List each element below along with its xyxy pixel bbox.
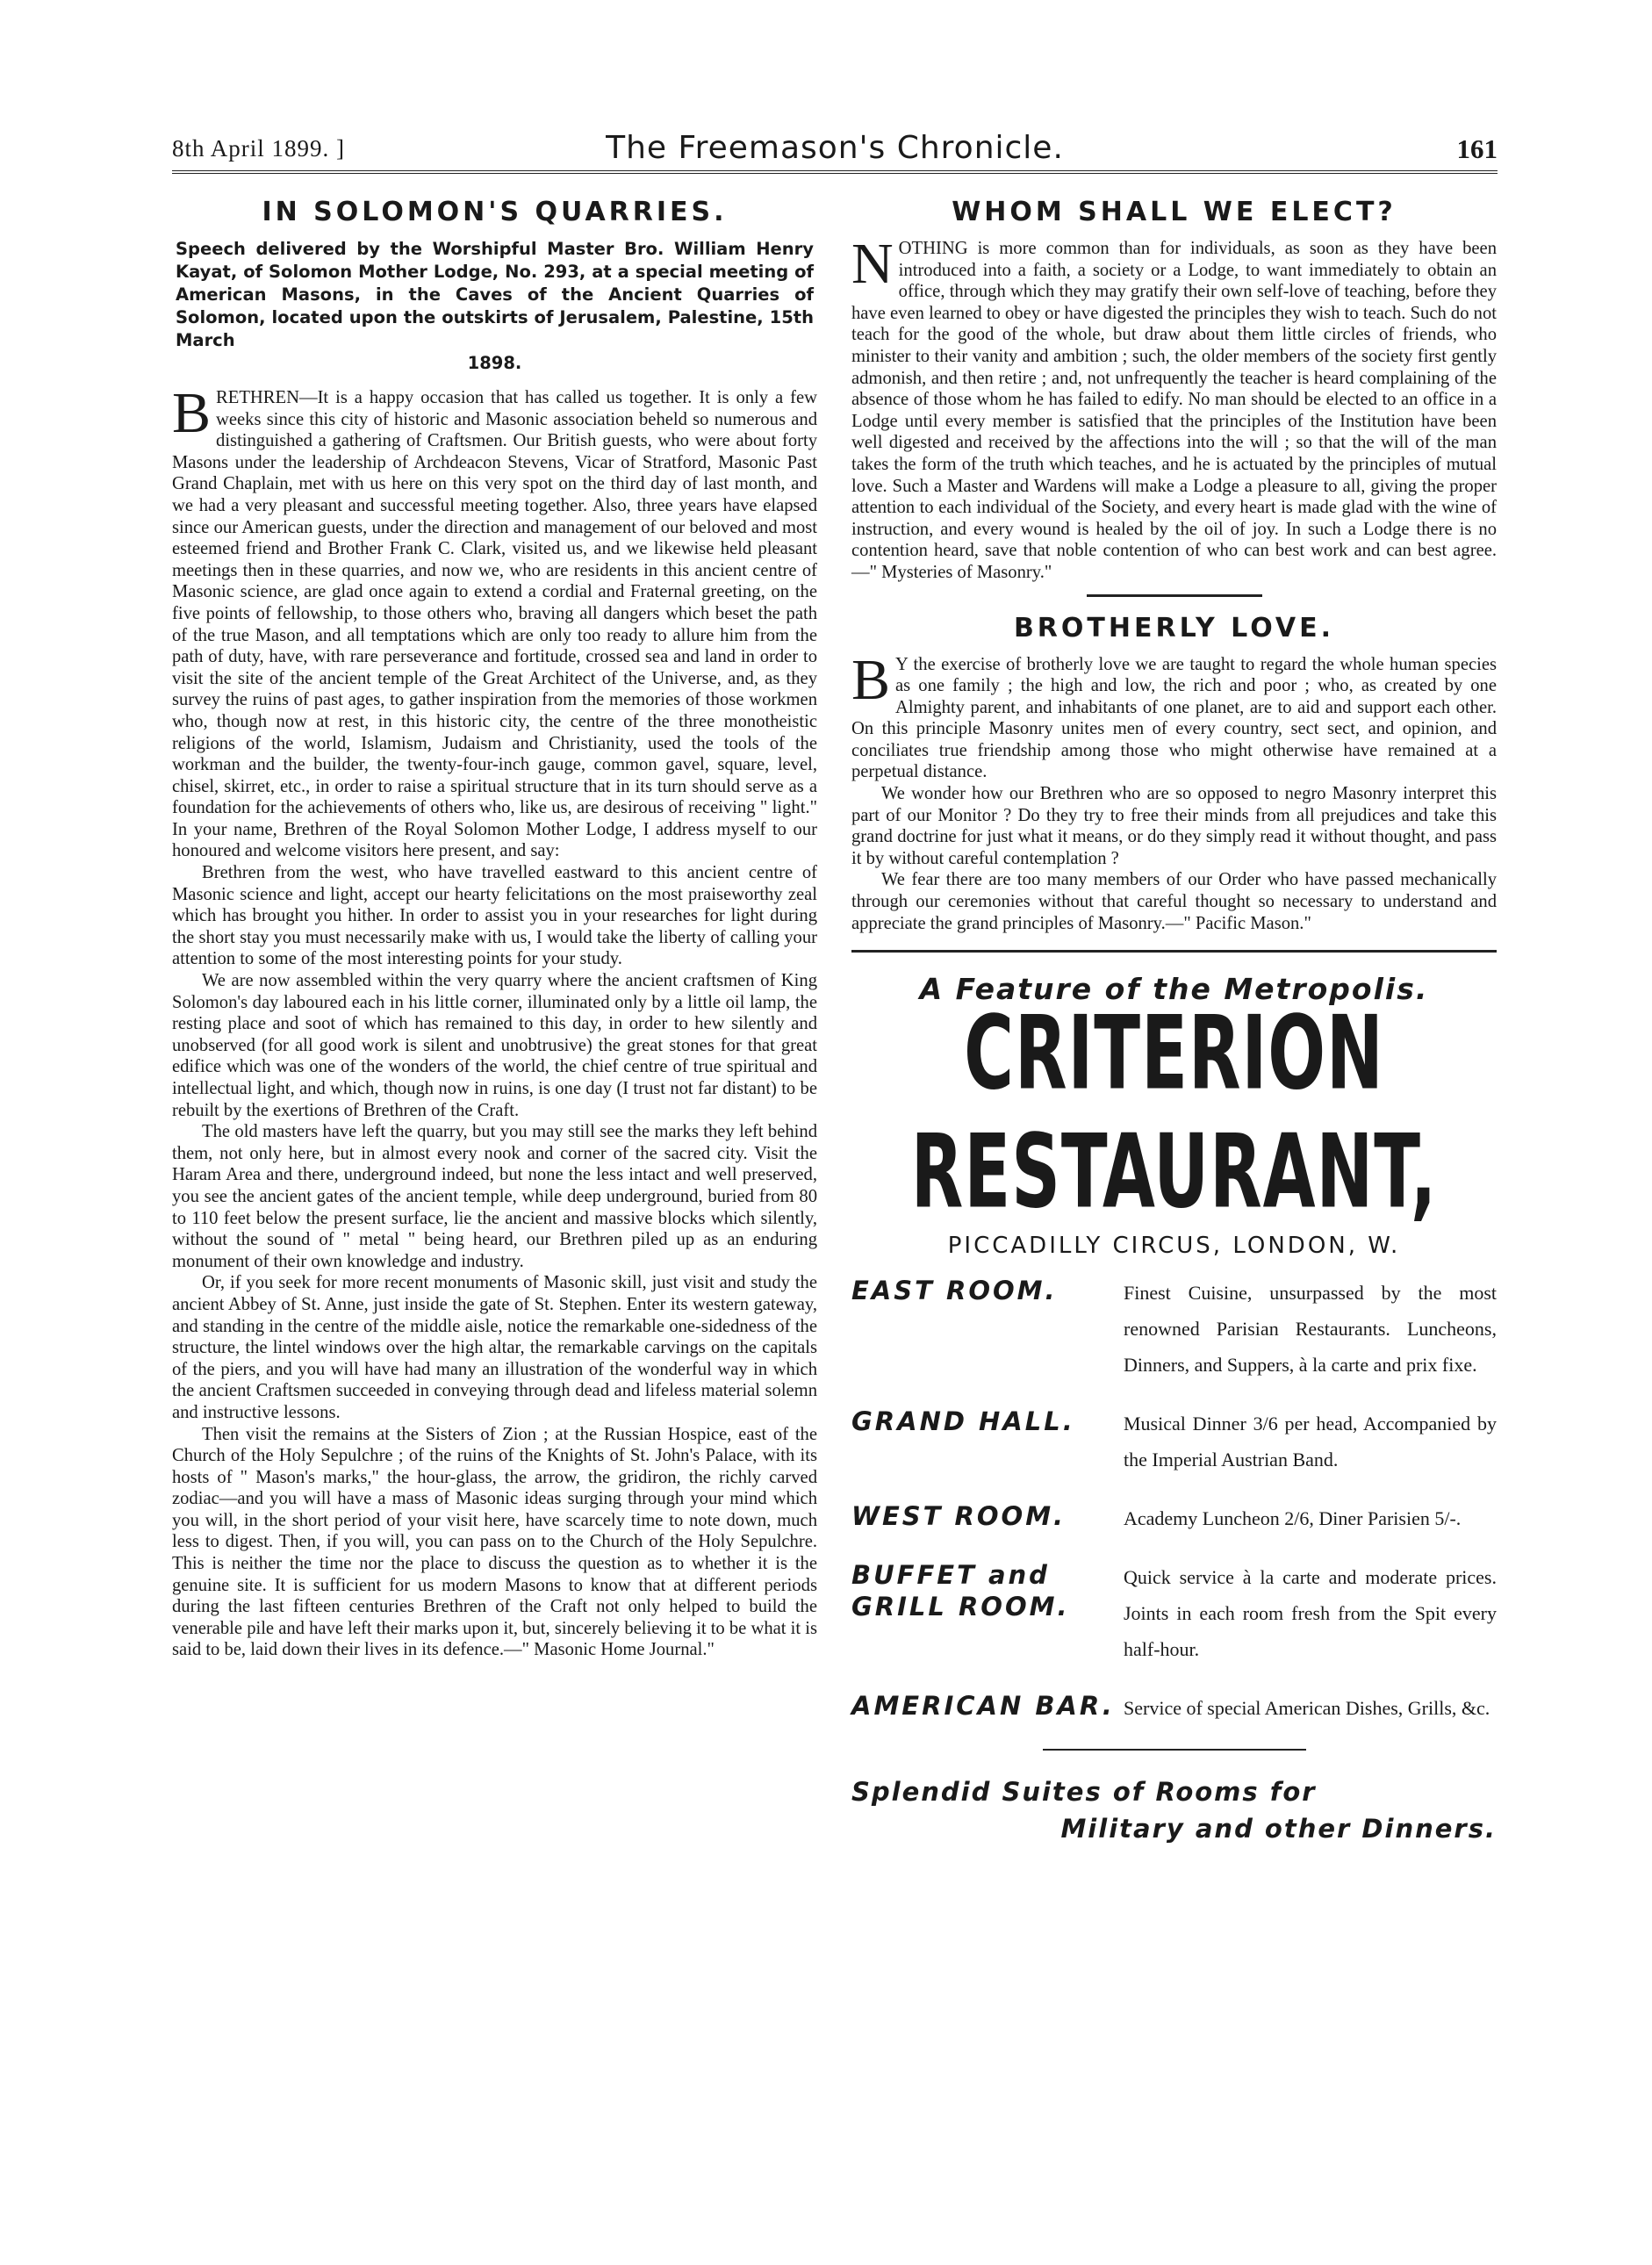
right-column — [851, 197, 1497, 1844]
drop-cap: B — [172, 381, 212, 445]
room-name: GRAND HALL. — [851, 1406, 1075, 1437]
advert-room-row — [851, 1406, 1497, 1478]
paragraph — [851, 232, 1497, 584]
paragraph-text: OTHING is more common than for individuals, as soon as they have been introduced into a faith, a society or a Lodge, to want immediately to obtain an office, through which they may gratify their own self-love of teaching, before they have even learned to obey or have digested the principles they wish to teach. Such do not teach for the good of the whole, but draw about them little circles of friends, who minister to their vanity and ambition ; such, the older members of the society first gently admonish, and then retire ; and, not unfrequently the teacher is heard complaining of the absence of those whom he has failed to edify. No man should be elected to an office in a Lodge until every member is satisfied that the principles of the Institution have been well digested and received by the affections into the will ; so that the will of the man takes the form of the truth which teaches, and he is actuated by the principles of mutual love. Such a Master and Wardens will make a Lodge a pleasure to all, giving the proper attention to each individual of the Society, and every heart is made glad with the wine of instruction, and every wound is healed by the oil of joy. In such a Lodge there is no contention heard, save that noble contention of who can best work and can best agree.—" Mysteries of Masonry." — [851, 239, 1497, 582]
paragraph: Then visit the remains at the Sisters of Zion ; at the Russian Hospice, east of the Church of the Holy Sepulchre ; of the ruins of the Knights of St. John's Palace, with its hosts of " Mason's marks," the hour-glass, the arrow, the gridiron, the richly carved zodiac—and you will have a mass of Masonic ideas surging through your mind which you will, in the short period of your visit here, have scarcely time to note down, much less to digest. Then, if you will, you can pass on to the Church of the Holy Sepulchre. This is neither the time nor the place to discuss the question as to whether it is the genuine site. It is sufficient for us modern Masons to know that at different periods during the last fifteen centuries Brethren of the Craft not only helped to build the venerable pile and have left their marks upon it, but, sincerely believing it to be what it is said to be, laid down their lives in its defence.—" Masonic Home Journal." — [172, 1424, 817, 1660]
article-subheading — [176, 238, 814, 375]
restaurant-advertisement — [851, 972, 1497, 1844]
advert-room-row — [851, 1275, 1497, 1383]
paragraph: Or, if you seek for more recent monuments of Masonic skill, just visit and study the ancient Abbey of St. Anne, just inside the gate of St. Stephen. Enter its western gateway, and standing in the centre of the middle aisle, notice the remarkable one-sidedness of the structure, the lintel windows over the high altar, the remarkable carvings on the capitals of the piers, and you will have had many an illustration of the wonderful way in which the ancient Craftsmen succeeded in conveying through dead and lifeless material solemn and instructive lessons. — [172, 1273, 817, 1422]
article-title-love: BROTHERLY LOVE. — [1013, 612, 1335, 644]
left-column — [172, 197, 817, 1661]
paragraph — [851, 647, 1497, 784]
advert-divider — [851, 950, 1497, 953]
paragraph — [172, 381, 817, 862]
room-description: Academy Luncheon 2/6, Diner Parisien 5/-. — [1124, 1507, 1462, 1530]
advert-footer-line: Military and other Dinners. — [1060, 1814, 1497, 1844]
paragraph-text: RETHREN—It is a happy occasion that has called us together. It is only a few weeks since this city of historic and Masonic association beheld so numerous and distinguished a gathering of Craftsmen. Our British guests, who were about forty Masons under the leadership of Archdeacon Stevens, Vicar of Stratford, Masonic Past Grand Chaplain, met with us here on this very spot on the third day of last month, and we had a very pleasant and successful meeting together. Also, three years have elapsed since our American guests, under the direction and management of our beloved and most esteemed friend and Brother Frank C. Clark, visited us, and we likewise held pleasant meetings then in these quarries, and now we, who are residents in this ancient centre of Masonic science, are glad once again to extend a cordial and Fraternal greeting, on the five points of fellowship, to those others who, braving all dangers which beset the path of the true Mason, and all temptations which are only too ready to allure him from the path of duty, have, with rare perseverance and fortitude, crossed sea and land in order to visit the site of the ancient temple of the Great Architect of the Universe, and, as they survey the ruins of past ages, to gather inspiration from the memories of those workmen who, though now at rest, in this historic city, the centre of the three monotheistic religions of the world, Islamism, Judaism and Christianity, used the tools of the workman and the builder, the twenty-four-inch gauge, common gavel, square, level, chisel, skirret, etc., in order to raise a spiritual structure that in its turn should serve as a foundation for the achievements of others who, like us, are desirous of receiving " light." In your name, Brethren of the Royal Solomon Mother Lodge, I address myself to our honoured and welcome visitors here present, and say: — [172, 388, 817, 861]
paragraph: We fear there are too many members of our Order who have passed mechanically through our ceremonies without that careful thought so necessary to understand and appreciate the grand principles of Masonry.—" Pacific Mason." — [851, 870, 1497, 933]
advert-room-row — [851, 1559, 1497, 1667]
paragraph: Brethren from the west, who have travelled eastward to this ancient centre of Masonic science and light, accept our hearty felicitations on the most praiseworthy zeal which has brought you hither. In order to assist you in your researches for light during the short stay you must necessarily make with us, I would take the liberty of calling your attention to some of the most interesting points for your study. — [172, 863, 817, 969]
advert-room-row — [851, 1500, 1497, 1536]
article-title-elect: WHOM SHALL WE ELECT? — [952, 197, 1397, 227]
advert-rule — [1043, 1749, 1306, 1751]
drop-cap: B — [851, 647, 891, 712]
page-header — [172, 130, 1498, 170]
advert-tagline: A Feature of the Metropolis. — [919, 972, 1429, 1007]
header-rule — [172, 170, 1498, 174]
paragraph-text: Y the exercise of brotherly love we are taught to regard the whole human species as one family ; the high and low, the rich and poor ; who, as created by one Almighty parent, and inhabitants of one planet, are to aid and support each other. On this principle Masonry unites men of every country, sect sect, and opinion, and conciliates true friendship among those who might otherwise have remained at a perpetual distance. — [851, 654, 1497, 782]
subheading-year: 1898. — [467, 353, 522, 373]
room-name: EAST ROOM. — [851, 1276, 1058, 1306]
room-name: WEST ROOM. — [851, 1501, 1067, 1532]
paragraph: We wonder how our Brethren who are so opposed to negro Masonry interpret this part of our Monitor ? Do they try to free their minds from all prejudices and take this grand doctrine for just what it means, or do they simply read it without thought, and pass it by without careful contemplation ? — [851, 784, 1497, 868]
room-description: Finest Cuisine, unsurpassed by the most renowned Parisian Restaurants. Luncheons, Dinners, and Suppers, à la carte and prix fixe. — [1124, 1282, 1497, 1377]
advert-address: PICCADILLY CIRCUS, LONDON, W. — [947, 1233, 1401, 1260]
issue-date: 8th April 1899. ] — [172, 135, 345, 162]
advert-restaurant-name: CRITERION RESTAURANT, — [910, 995, 1438, 1233]
article-title-solomon: IN SOLOMON'S QUARRIES. — [262, 197, 728, 227]
room-description: Quick service à la carte and moderate prices. Joints in each room fresh from the Spit every half-hour. — [1124, 1566, 1497, 1661]
page-number: 161 — [1456, 133, 1498, 164]
subheading-text: Speech delivered by the Worshipful Master Bro. William Henry Kayat, of Solomon Mother Lodge, No. 293, at a special meeting of American Masons, in the Caves of the Ancient Quarries of Solomon, located upon the outskirts of Jerusalem, Palestine, 15th March — [176, 239, 814, 350]
paragraph: We are now assembled within the very quarry where the ancient craftsmen of King Solomon's day laboured each in his little corner, illuminated only by a little oil lamp, the resting place and soot of which has remained to this day, in order to hew silently and unobserved (for all good work is silent and unobtrusive) the great stones for that great edifice which was one of the wonders of the world, the chief centre of true spiritual and intellectual light, and which, though now in ruins, is one day (I trust not far distant) to be rebuilt by the exertions of Brethren of the Craft. — [172, 971, 817, 1120]
drop-cap: N — [851, 232, 894, 296]
room-name: BUFFET and GRILL ROOM. — [851, 1560, 1070, 1622]
publication-title: The Freemason's Chronicle. — [606, 130, 1064, 166]
room-description: Service of special American Dishes, Grills, &c. — [1124, 1697, 1490, 1720]
section-divider — [1087, 594, 1262, 597]
room-name: AMERICAN BAR. — [851, 1691, 1115, 1722]
advert-room-row — [851, 1690, 1497, 1726]
paragraph: The old masters have left the quarry, but you may still see the marks they left behind them, not only here, but in almost every nook and corner of the sacred city. Visit the Haram Area and there, underground indeed, but none the less intact and well preserved, you see the ancient gates of the ancient temple, while deep underground, buried from 80 to 110 feet below the present surface, lie the ancient and massive blocks which silently, without the sound of " metal " being heard, our Brethren piled up as an enduring monument of their own knowledge and industry. — [172, 1122, 817, 1271]
room-description: Musical Dinner 3/6 per head, Accompanied by the Imperial Austrian Band. — [1124, 1413, 1497, 1471]
advert-footer-line: Splendid Suites of Rooms for — [851, 1777, 1317, 1808]
